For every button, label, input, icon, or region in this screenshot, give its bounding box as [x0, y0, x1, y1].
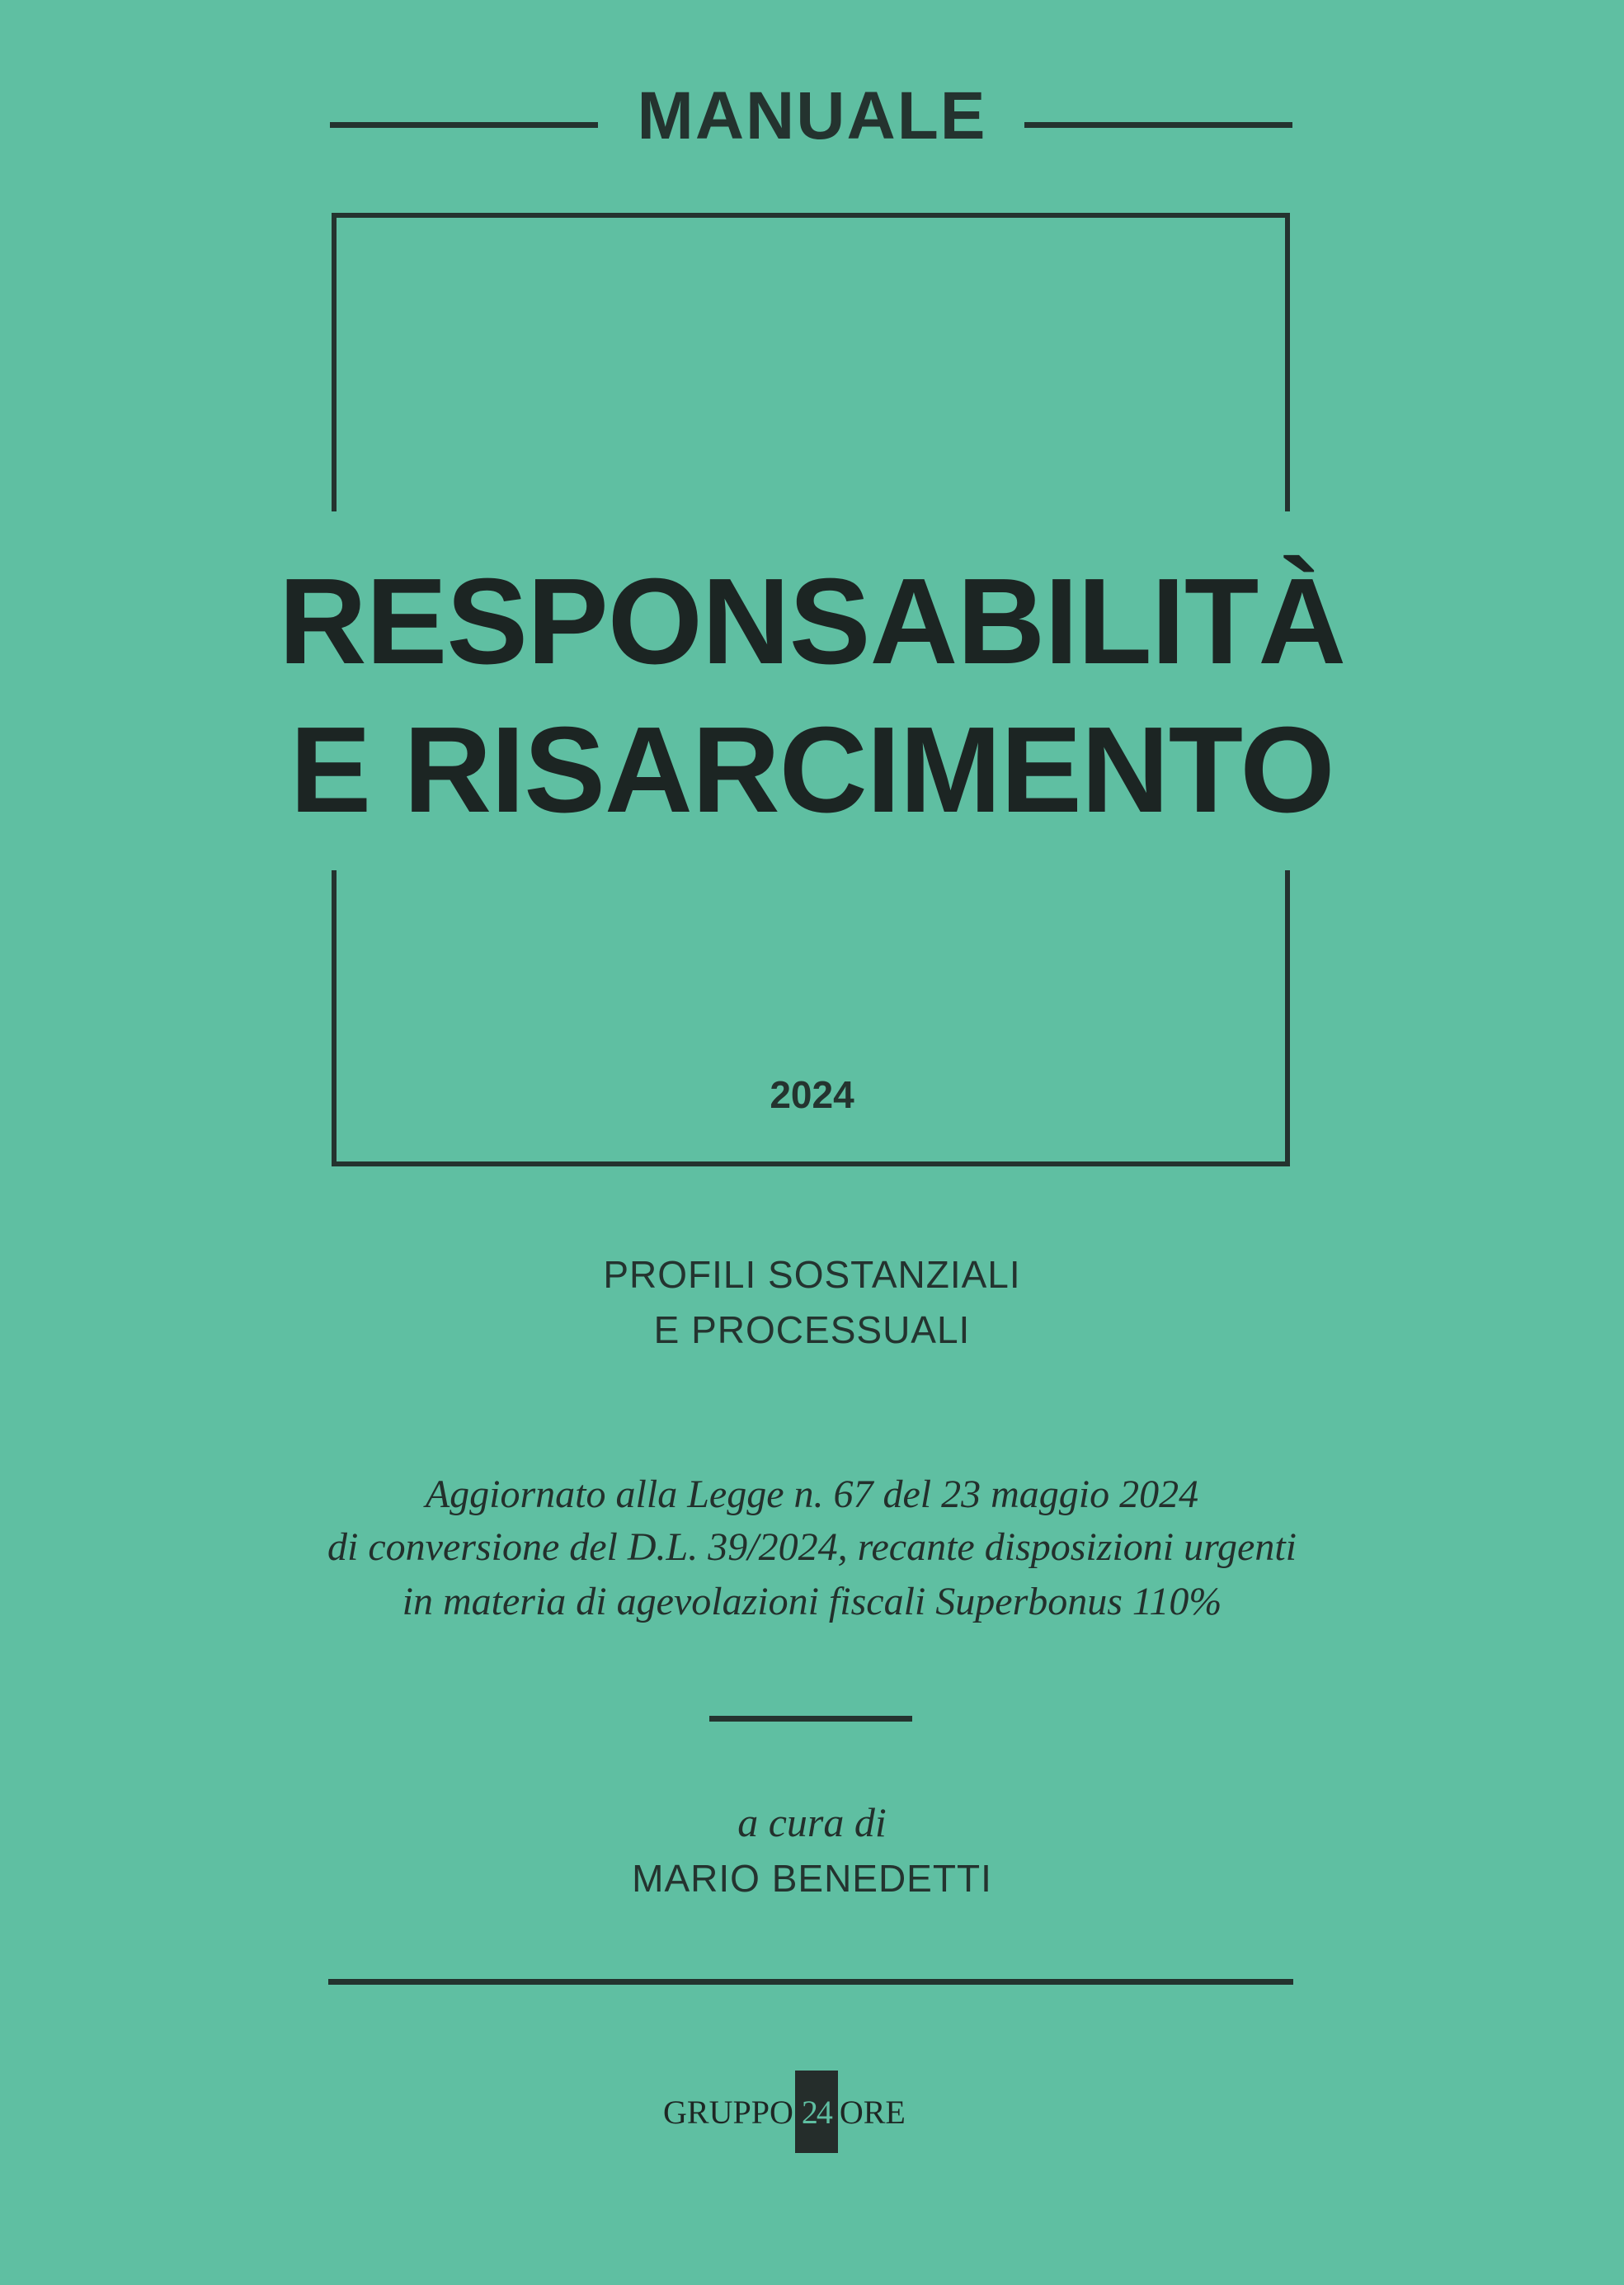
publisher-name-left: GRUPPO [663, 2093, 793, 2131]
subtitle-line-1: PROFILI SOSTANZIALI [603, 1253, 1021, 1296]
subtitle-line-2: E PROCESSUALI [653, 1308, 971, 1351]
frame-bottom-left-side [332, 870, 337, 1166]
frame-top-left-side [332, 213, 337, 511]
frame-top-edge [332, 213, 1290, 218]
frame-top-right-side [1285, 213, 1290, 511]
frame-bottom-edge [332, 1161, 1290, 1166]
publisher-name-right: ORE [839, 2093, 906, 2131]
bottom-divider [328, 1979, 1293, 1985]
publisher-logo-number: 24 [801, 2093, 831, 2131]
publisher-logo-box [795, 2071, 838, 2153]
update-note-line-1: Aggiornato alla Legge n. 67 del 23 maggio 2024 [425, 1472, 1199, 1516]
update-note-line-2: di conversione del D.L. 39/2024, recante disposizioni urgenti [327, 1525, 1297, 1569]
title-line-1: RESPONSABILITÀ [278, 554, 1346, 690]
title-line-2: E RISARCIMENTO [289, 702, 1335, 838]
frame-bottom-right-side [1285, 870, 1290, 1166]
series-label: MANUALE [637, 78, 987, 153]
publisher-logo [0, 2071, 1624, 2153]
update-note-line-3: in materia di agevolazioni fiscali Superbonus 110% [402, 1580, 1222, 1623]
curator-prefix: a cura di [737, 1799, 887, 1845]
curator-name: MARIO BENEDETTI [632, 1857, 992, 1900]
edition-year: 2024 [770, 1073, 854, 1116]
short-divider [709, 1716, 912, 1722]
